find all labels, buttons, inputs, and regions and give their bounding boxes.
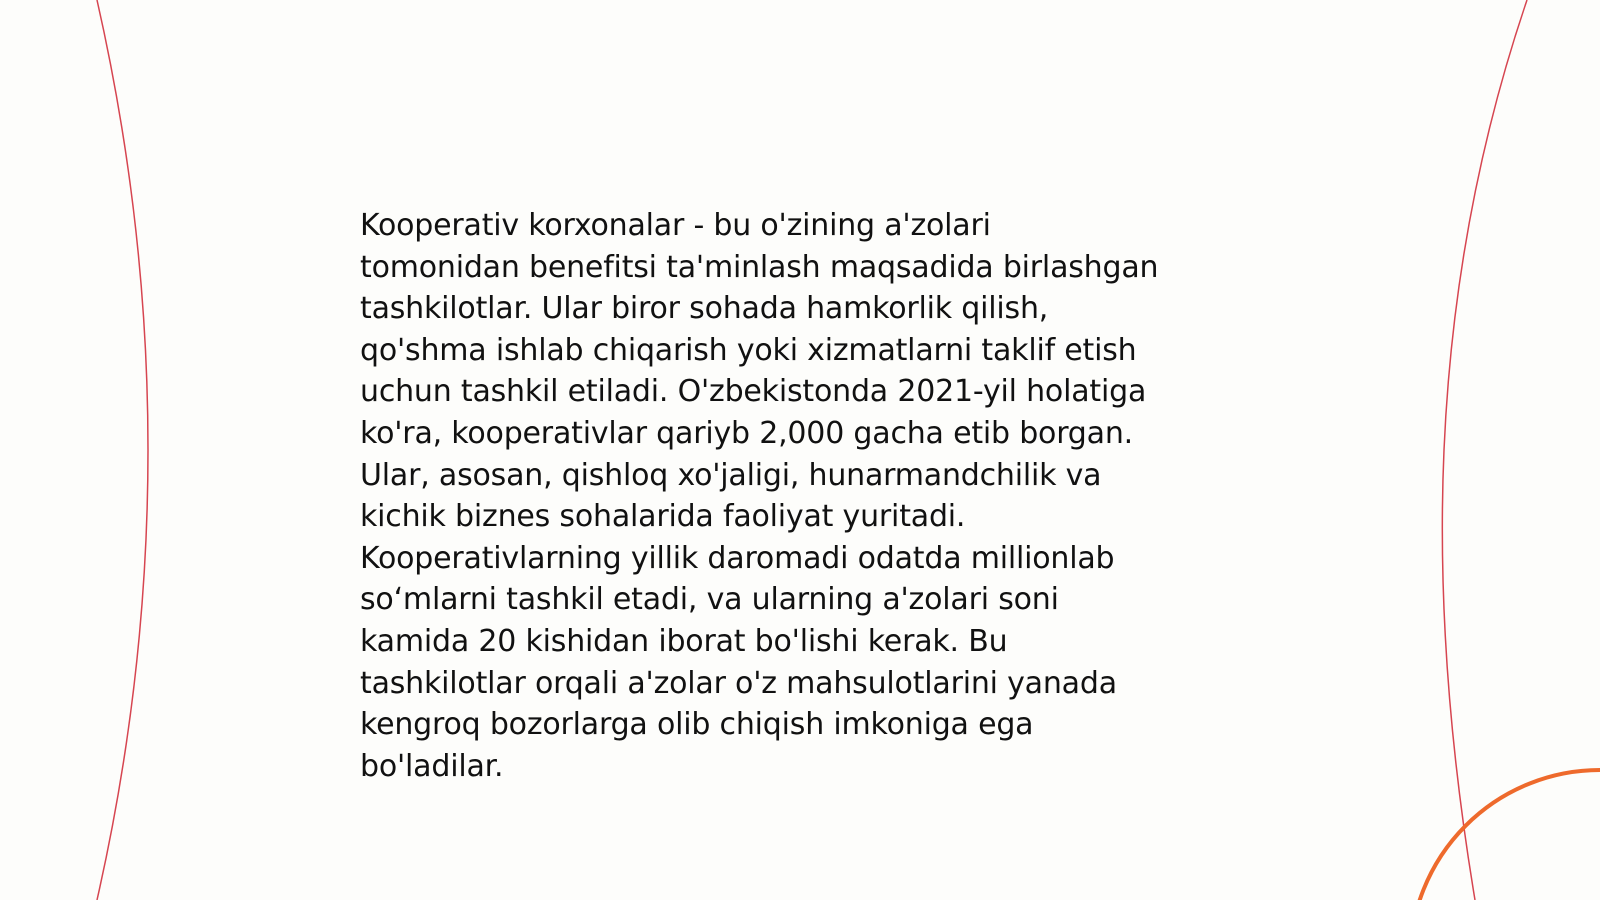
right-curve-line (1442, 0, 1527, 900)
left-curve-line (97, 0, 148, 900)
body-paragraph: Kooperativ korxonalar - bu o'zining a'zolari tomonidan benefitsi ta'minlash maqsadida birlashgan tashkilotlar. Ular biror sohada hamkorlik qilish, qo'shma ishlab chiqarish yoki xizmatlarni taklif etish uchun tashkil etiladi. O'zbekistonda 2021-yil holatiga ko'ra, kooperativlar qariyb 2,000 gacha etib borgan. Ular, asosan, qishloq xo'jaligi, hunarmandchilik va kichik biznes sohalarida faoliyat yuritadi. Kooperativlarning yillik daromadi odatda millionlab so‘mlarni tashkil etadi, va ularning a'zolari soni kamida 20 kishidan iborat bo'lishi kerak. Bu tashkilotlar orqali a'zolar o'z mahsulotlarini yanada kengroq bozorlarga olib chiqish imkoniga ega bo'ladilar. (360, 208, 1159, 784)
bottom-right-circle (1410, 770, 1600, 900)
